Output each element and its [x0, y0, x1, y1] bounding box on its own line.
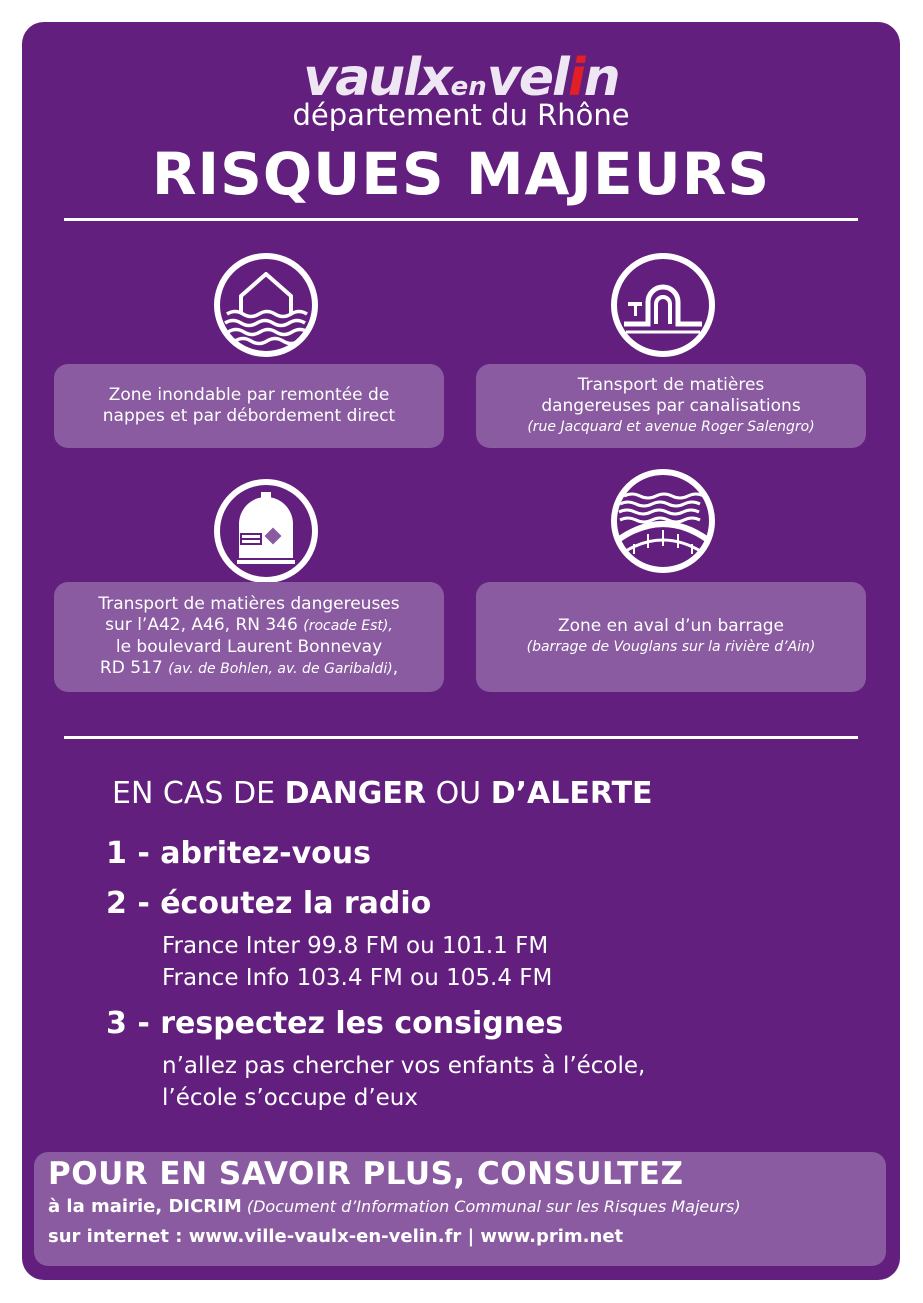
site-link-vaulx[interactable]: www.ville-vaulx-en-velin.fr — [188, 1226, 462, 1247]
department-subtitle: département du Rhône — [292, 98, 630, 132]
page-title: RISQUES MAJEURS — [151, 140, 771, 208]
dam-icon — [610, 468, 716, 574]
tank-icon — [213, 478, 319, 584]
radio-france-info: France Info 103.4 FM ou 105.4 FM — [162, 965, 553, 991]
divider-top — [64, 218, 858, 221]
step-radio: 2 - écoutez la radio — [106, 886, 432, 921]
risk-box-flood: Zone inondable par remontée de nappes et par débordement direct — [54, 364, 444, 448]
poster — [22, 22, 900, 1280]
step-shelter: 1 - abritez-vous — [106, 836, 371, 871]
flood-house-icon — [213, 252, 319, 358]
risk-box-road-transport: Transport de matières dangereuses sur l’A42, A46, RN 346 (rocade Est), le boulevard Laurent Bonnevay RD 517 (av. de Bohlen, av. de Garibaldi), — [54, 582, 444, 692]
advice-line-1: n’allez pas chercher vos enfants à l’école, — [162, 1053, 646, 1079]
risk-box-dam: Zone en aval d’un barrage (barrage de Vouglans sur la rivière d’Ain) — [476, 582, 866, 692]
info-internet-line: sur internet : www.ville-vaulx-en-velin.fr | www.prim.net — [48, 1226, 624, 1247]
alert-heading: EN CAS DE DANGER OU D’ALERTE — [112, 776, 653, 811]
advice-line-2: l’école s’occupe d’eux — [162, 1085, 418, 1111]
pipeline-icon — [610, 252, 716, 358]
info-panel — [34, 1152, 886, 1266]
step-instructions: 3 - respectez les consignes — [106, 1006, 564, 1041]
divider-middle — [64, 736, 858, 739]
vaulx-en-velin-logo: vaulxenvelin — [303, 48, 619, 108]
info-mairie-line: à la mairie, DICRIM (Document d’Information Communal sur les Risques Majeurs) — [48, 1196, 741, 1217]
radio-france-inter: France Inter 99.8 FM ou 101.1 FM — [162, 933, 549, 959]
info-heading: POUR EN SAVOIR PLUS, CONSULTEZ — [48, 1156, 684, 1192]
risk-box-pipeline: Transport de matières dangereuses par canalisations (rue Jacquard et avenue Roger Salengro) — [476, 364, 866, 448]
site-link-prim[interactable]: www.prim.net — [480, 1226, 624, 1247]
